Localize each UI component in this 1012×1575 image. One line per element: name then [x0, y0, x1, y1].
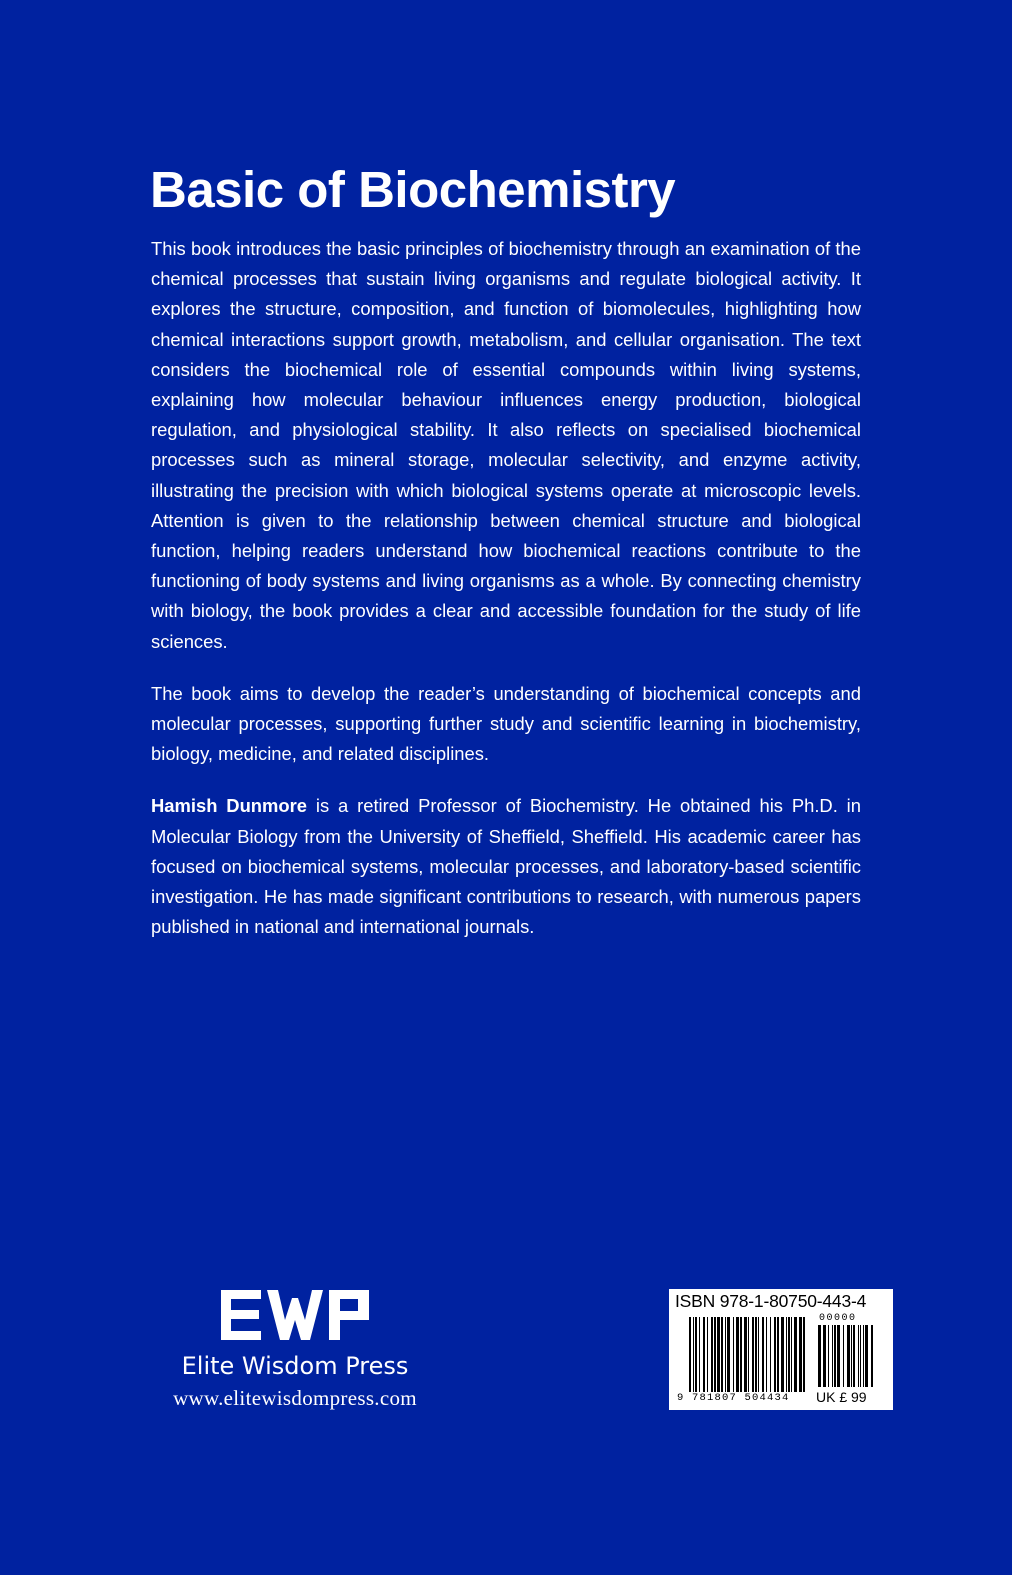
publisher-block [150, 1290, 440, 1410]
ean-digits: 9 781807 504434 [677, 1392, 790, 1404]
author-bio-text: is a retired Professor of Biochemistry. He obtained his Ph.D. in Molecular Biology from the University of Sheffield, Sheffield. His academic career has focused on biochemical systems, molecular processes, and laboratory-based scientific investigation. He has made significant contributions to research, with numerous papers published in national and international journals. [151, 795, 861, 938]
price-label: UK £ 99 [816, 1389, 867, 1405]
publisher-url: www.elitewisdompress.com [173, 1386, 417, 1410]
description-paragraph-2: The book aims to develop the reader’s understanding of biochemical concepts and molecular processes, supporting further study and scientific learning in biochemistry, biology, medicine, and related disciplines. [151, 682, 861, 765]
isbn-barcode [669, 1289, 893, 1410]
description [151, 234, 861, 942]
author-name: Hamish Dunmore [151, 795, 308, 817]
description-paragraph-1: This book introduces the basic principles of biochemistry through an examination of the chemical processes that sustain living organisms and regulate biological activity. It explores the structure, composition, and function of biomolecules, highlighting how chemical interactions support growth, metabolism, and cellular organisation. The text considers the biochemical role of essential compounds within living systems, explaining how molecular behaviour influences energy production, biological regulation, and physiological stability. It also reflects on specialised biochemical processes such as mineral storage, molecular selectivity, and enzyme activity, illustrating the precision with which biological systems operate at microscopic levels. Attention is given to the relationship between chemical structure and biological function, helping readers understand how biochemical reactions contribute to the functioning of body systems and living organisms as a whole. By connecting chemistry with biology, the book provides a clear and accessible foundation for the study of life sciences. [151, 238, 861, 652]
addon-digits: 00000 [819, 1313, 857, 1324]
publisher-logo [221, 1290, 369, 1340]
isbn-label: ISBN 978-1-80750-443-4 [675, 1291, 867, 1311]
publisher-name: Elite Wisdom Press [181, 1352, 409, 1380]
book-title: Basic of Biochemistry [150, 161, 676, 218]
author-bio [151, 791, 861, 942]
